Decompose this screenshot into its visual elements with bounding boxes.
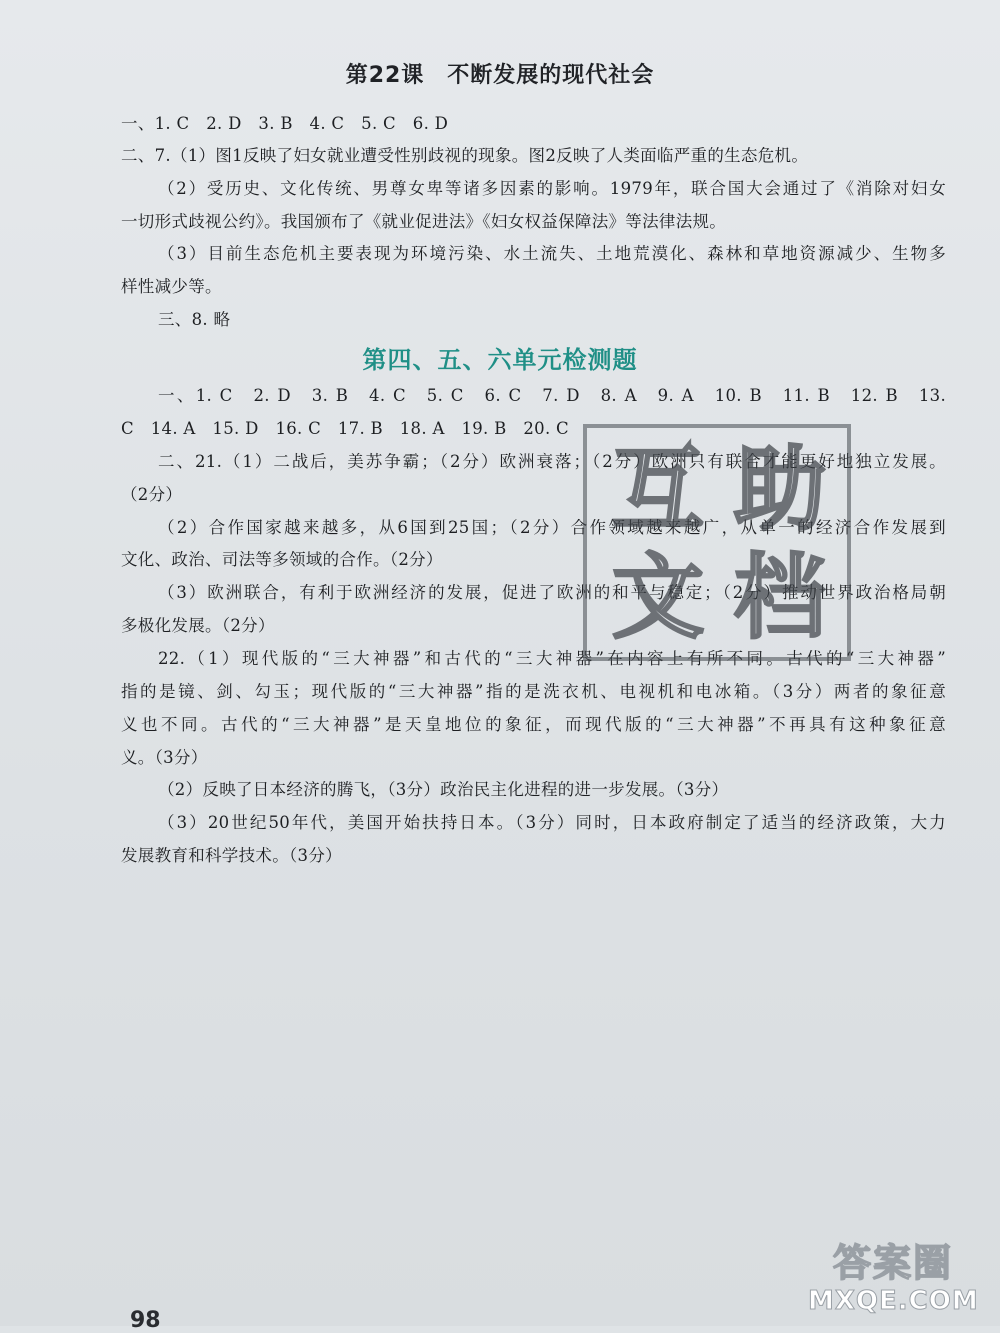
answer-line: 发展教育和科学技术。（3分） [121,846,342,865]
answer-line: 一、1. C 2. D 3. B 4. C 5. C 6. D [121,114,449,133]
answer-line: 样性减少等。 [121,277,222,296]
answer-line: 多极化发展。（2分） [121,616,275,635]
answer-line: 一、1. C 2. D 3. B 4. C 5. C 6. C 7. D 8. A 9. A 10. B 11. B 12. B 13. [158,386,946,405]
answer-line: 文化、政治、司法等多领域的合作。（2分） [121,550,443,569]
answer-line: （2分） [121,485,183,504]
answer-line: （3）欧洲联合，有利于欧洲经济的发展，促进了欧洲的和平与稳定；（2分）推动世界政治格局朝 [158,583,946,602]
answer-line: 三、8. 略 [158,310,231,329]
answer-line: 二、7.（1）图1反映了妇女就业遭受性别歧视的现象。图2反映了人类面临严重的生态危机。 [121,146,809,165]
answer-line: 义。（3分） [121,748,208,767]
stamp-char: 文 [611,544,704,651]
lesson-title: 第22课 不断发展的现代社会 [345,63,655,88]
answer-line: （2）反映了日本经济的腾飞，（3分）政治民主化进程的进一步发展。（3分） [158,780,729,799]
watermark-title: 答案圈 [832,1241,953,1285]
answer-line: （3）20世纪50年代，美国开始扶持日本。（3分）同时，日本政府制定了适当的经济政策，大力 [158,813,946,832]
answer-line: 一切形式歧视公约》。我国颁布了《就业促进法》《妇女权益保障法》等法律法规。 [121,212,727,231]
page-number: 98 [130,1308,161,1333]
answer-line: （2）受历史、文化传统、男尊女卑等诸多因素的影响。1979年，联合国大会通过了《消除对妇女 [158,179,946,198]
answer-line: 22.（1）现代版的“三大神器”和古代的“三大神器”在内容上有所不同。古代的“三大神器” [158,649,946,668]
site-watermark [808,1240,978,1320]
answer-line: C 14. A 15. D 16. C 17. B 18. A 19. B 20. C [121,419,569,438]
stamp-char: 档 [733,544,826,651]
unit-test-title: 第四、五、六单元检测题 [362,346,638,374]
answer-line: （3）目前生态危机主要表现为环境污染、水土流失、土地荒漠化、森林和草地资源减少、生物多 [158,244,946,263]
stamp-char: 互 [611,436,704,543]
answer-line: 义也不同。古代的“三大神器”是天皇地位的象征，而现代版的“三大神器”不再具有这种象征意 [121,715,946,734]
answer-line: 二、21.（1）二战后，美苏争霸；（2分）欧洲衰落；（2分）欧洲只有联合才能更好地独立发展。 [158,452,946,471]
stamp-char: 助 [733,436,826,543]
answer-line: （2）合作国家越来越多，从6国到25国；（2分）合作领域越来越广，从单一的经济合作发展到 [158,518,946,537]
answer-line: 指的是镜、剑、勾玉；现代版的“三大神器”指的是洗衣机、电视机和电冰箱。（3分）两者的象征意 [121,682,946,701]
watermark-url: MXQE.COM [808,1286,979,1316]
watermark-stamp [583,424,851,661]
